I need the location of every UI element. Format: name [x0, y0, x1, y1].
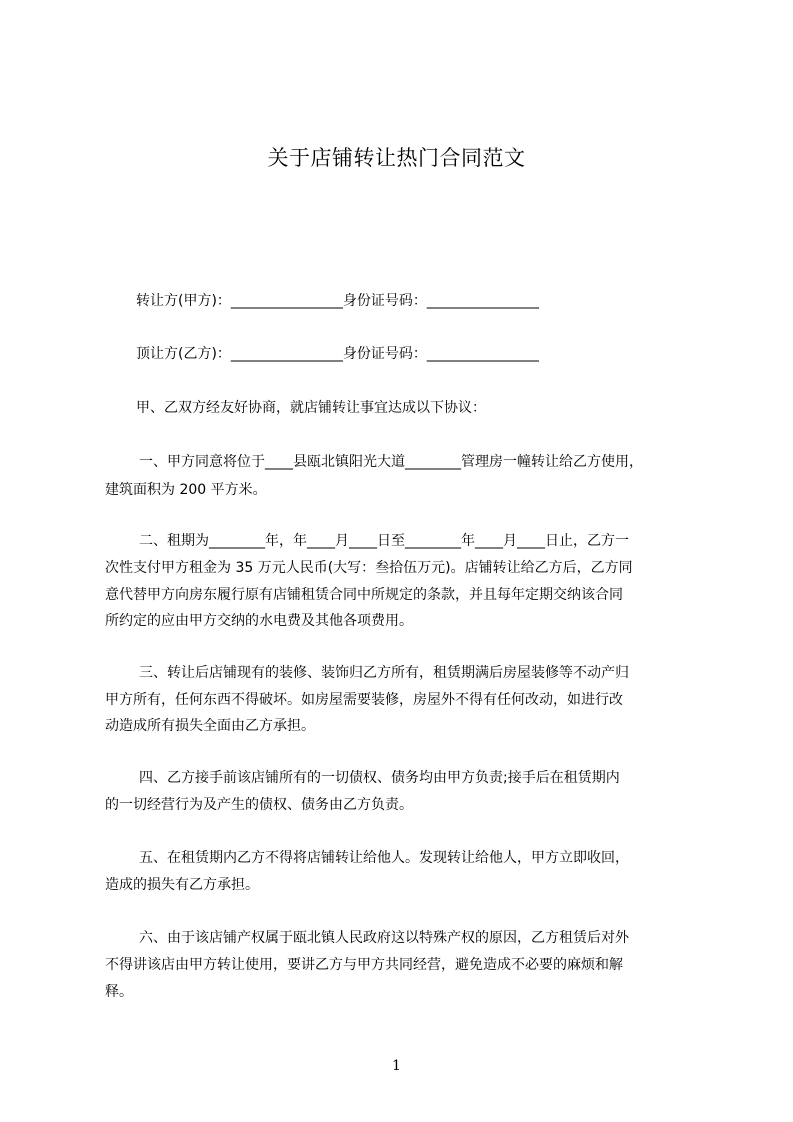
- document-title: 关于店铺转让热门合同范文: [267, 146, 526, 170]
- clause-6-line-1: 六、由于该店铺产权属于瓯北镇人民政府这以特殊产权的原因，乙方租赁后对外: [139, 930, 629, 946]
- clause-2-line-3: 意代替甲方向房东履行原有店铺租赁合同中所规定的条款，并且每年定期交纳该合同: [105, 587, 623, 603]
- clause-3-line-1: 三、转让后店铺现有的装修、装饰归乙方所有，租赁期满后房屋装修等不动产归: [139, 665, 629, 681]
- clause-4-line-1: 四、乙方接手前该店铺所有的一切债权、债务均由甲方负责;接手后在租赁期内: [139, 770, 620, 786]
- clause-5-line-2: 造成的损失有乙方承担。: [105, 877, 259, 893]
- intro-paragraph: 甲、乙双方经友好协商，就店铺转让事宜达成以下协议：: [136, 400, 486, 416]
- clause-2-line-2: 次性支付甲方租金为 35 万元人民币(大写：叁拾伍万元)。店铺转让给乙方后，乙方同: [105, 560, 633, 576]
- clause-3-line-3: 动造成所有损失全面由乙方承担。: [105, 718, 315, 734]
- party-a-line: 转让方(甲方)：________________身份证号码：________________: [136, 293, 539, 309]
- clause-4-line-2: 的一切经营行为及产生的债权、债务由乙方负责。: [105, 797, 413, 813]
- party-b-line: 顶让方(乙方)：________________身份证号码：________________: [136, 346, 539, 362]
- clause-3-line-2: 甲方所有，任何东西不得破坏。如房屋需要装修，房屋外不得有任何改动，如进行改: [105, 692, 623, 708]
- clause-1-line-1: 一、甲方同意将位于____县瓯北镇阳光大道________管理房一幢转让给乙方使用，: [139, 454, 643, 470]
- clause-2-line-1: 二、租期为________年，年____月____日至________年____月____日止，乙方一: [139, 533, 629, 549]
- clause-5-line-1: 五、在租赁期内乙方不得将店铺转让给他人。发现转让给他人，甲方立即收回，: [139, 850, 629, 866]
- page-number: 1: [392, 1058, 401, 1074]
- clause-6-line-3: 释。: [105, 984, 133, 1000]
- clause-6-line-2: 不得讲该店由甲方转让使用，要讲乙方与甲方共同经营，避免造成不必要的麻烦和解: [105, 957, 623, 973]
- clause-2-line-4: 所约定的应由甲方交纳的水电费及其他各项费用。: [105, 613, 413, 629]
- clause-1-line-2: 建筑面积为 200 平方米。: [105, 482, 267, 498]
